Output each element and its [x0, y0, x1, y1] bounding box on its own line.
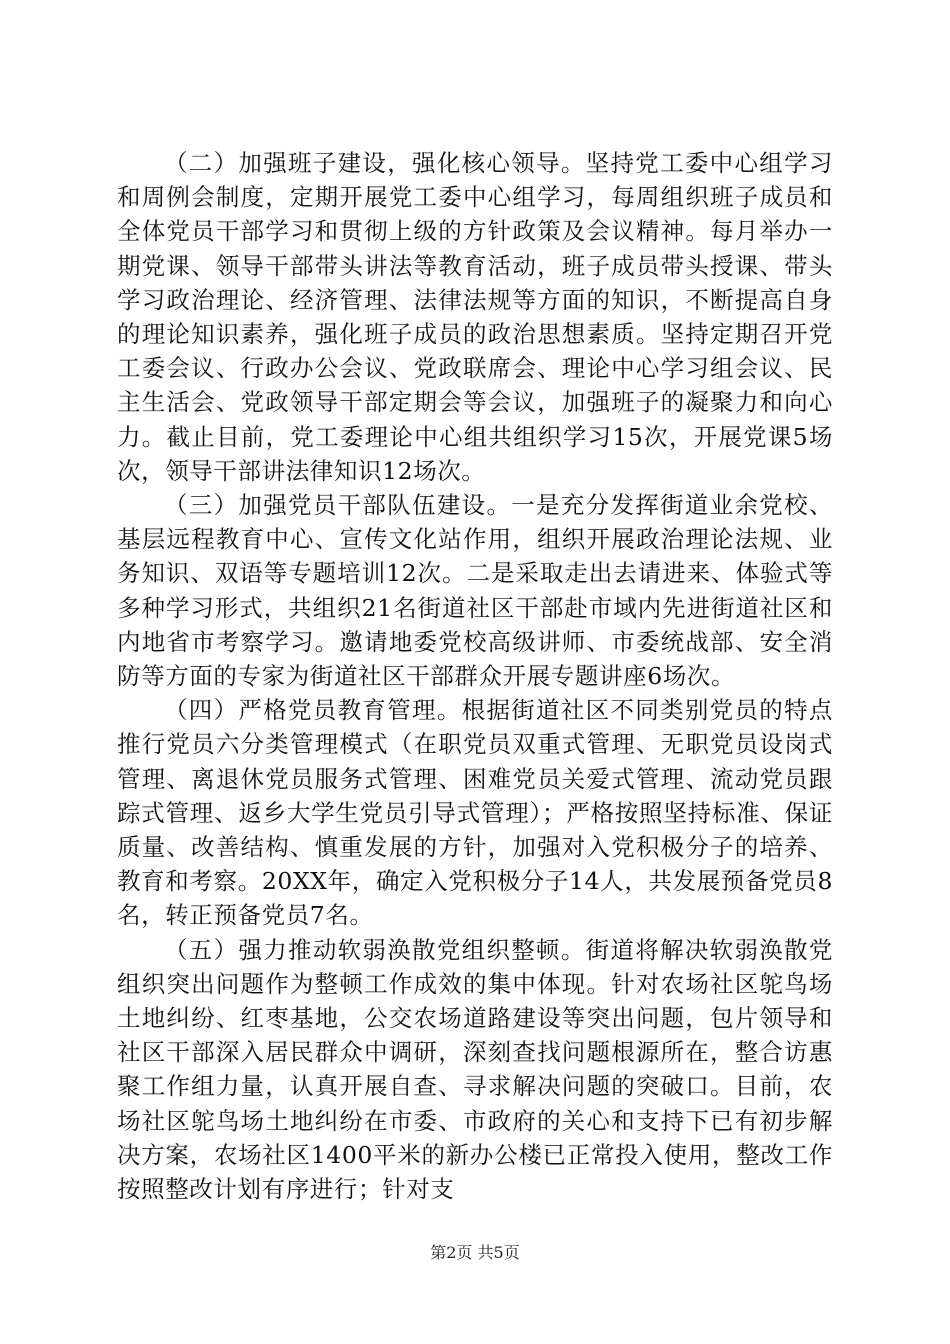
- paragraph-section-5: （五）强力推动软弱涣散党组织整顿。街道将解决软弱涣散党组织突出问题作为整顿工作成效的集中体现。针对农场社区鸵鸟场土地纠纷、红枣基地，公交农场道路建设等突出问题，包片领导和社区干部深入居民群众中调研，深刻查找问题根源所在，整合访惠聚工作组力量，认真开展自查、寻求解决问题的突破口。目前，农场社区鸵鸟场土地纠纷在市委、市政府的关心和支持下已有初步解决方案，农场社区1400平米的新办公楼已正常投入使用，整改工作按照整改计划有序进行；针对支: [117, 935, 833, 1204]
- page-number-footer: 第2页 共5页: [430, 1243, 520, 1262]
- paragraph-section-2: （二）加强班子建设，强化核心领导。坚持党工委中心组学习和周例会制度，定期开展党工委中心组学习，每周组织班子成员和全体党员干部学习和贯彻上级的方针政策及会议精神。每月举办一期党课、领导干部带头讲法等教育活动，班子成员带头授课、带头学习政治理论、经济管理、法律法规等方面的知识，不断提高自身的理论知识素养，强化班子成员的政治思想素质。坚持定期召开党工委会议、行政办公会议、党政联席会、理论中心学习组会议、民主生活会、党政领导干部定期会等会议，加强班子的凝聚力和向心力。截止目前，党工委理论中心组共组织学习15次，开展党课5场次，领导干部讲法律知识12场次。: [117, 149, 833, 485]
- paragraph-section-3: （三）加强党员干部队伍建设。一是充分发挥街道业余党校、基层远程教育中心、宣传文化站作用，组织开展政治理论法规、业务知识、双语等专题培训12次。二是采取走出去请进来、体验式等多种学习形式，共组织21名街道社区干部赴市域内先进街道社区和内地省市考察学习。邀请地委党校高级讲师、市委统战部、安全消防等方面的专家为街道社区干部群众开展专题讲座6场次。: [117, 491, 833, 691]
- paragraph-section-4: （四）严格党员教育管理。根据街道社区不同类别党员的特点推行党员六分类管理模式（在职党员双重式管理、无职党员设岗式管理、离退休党员服务式管理、困难党员关爱式管理、流动党员跟踪式管理、返乡大学生党员引导式管理）；严格按照坚持标准、保证质量、改善结构、慎重发展的方针，加强对入党积极分子的培养、教育和考察。20XX年，确定入党积极分子14人，共发展预备党员8名，转正预备党员7名。: [117, 696, 833, 930]
- document-body: [117, 146, 833, 1206]
